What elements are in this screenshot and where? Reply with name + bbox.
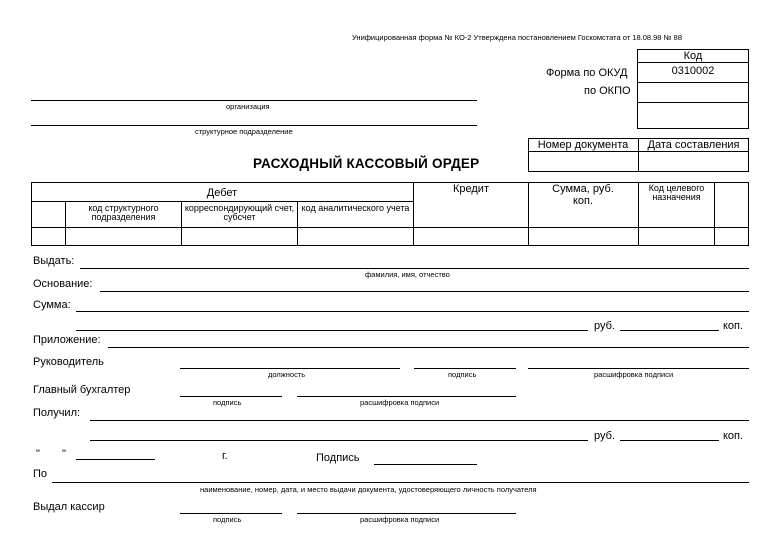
amount-line-2[interactable]	[76, 330, 588, 331]
quote-open: "	[36, 448, 40, 460]
amount-rub-label: руб.	[594, 320, 615, 332]
name-caption: фамилия, имя, отчество	[365, 270, 450, 279]
organization-caption: организация	[226, 102, 270, 111]
col-structural: код структурного подразделения	[88, 203, 159, 223]
col-analytic: код аналитического учета	[301, 203, 410, 213]
organization-line[interactable]	[31, 100, 477, 101]
cashier-signature-line[interactable]	[180, 513, 282, 514]
manager-signature-line[interactable]	[414, 368, 516, 369]
received-rub-label: руб.	[594, 430, 615, 442]
attachment-line[interactable]	[108, 347, 749, 348]
cashier-label: Выдал кассир	[33, 501, 105, 513]
manager-signature-caption: подпись	[448, 370, 477, 379]
doc-date-label: Дата составления	[647, 139, 740, 151]
received-kop-label: коп.	[723, 430, 744, 442]
by-label: По	[33, 468, 48, 480]
id-caption: наименование, номер, дата, и место выдачи документа, удостоверяющего личность получателя	[200, 485, 537, 494]
recipient-signature-line[interactable]	[374, 464, 477, 465]
basis-line[interactable]	[100, 291, 749, 292]
id-document-line[interactable]	[52, 482, 749, 483]
year-suffix: г.	[222, 450, 228, 462]
received-line-2[interactable]	[90, 440, 588, 441]
position-caption: должность	[268, 370, 306, 379]
okud-label: Форма по ОКУД	[546, 67, 628, 79]
subdivision-line[interactable]	[31, 125, 477, 126]
cashier-signature-caption: подпись	[213, 515, 242, 524]
received-label: Получил:	[33, 407, 81, 419]
col-corr: корреспондирующий счет, субсчет	[184, 203, 295, 223]
amount-label: Сумма:	[33, 299, 71, 311]
manager-position-line[interactable]	[180, 368, 400, 369]
amount-kop-line[interactable]	[620, 330, 719, 331]
month-line[interactable]	[76, 459, 155, 460]
chief-accountant-label: Главный бухгалтер	[33, 384, 131, 396]
form-note: Унифицированная форма № КО-2 Утверждена постановлением Госкомстата от 18.08.98 № 88	[352, 33, 683, 42]
manager-decoding-caption: расшифровка подписи	[594, 370, 674, 379]
amount-line-1[interactable]	[76, 311, 749, 312]
attachment-label: Приложение:	[33, 334, 101, 346]
issue-line[interactable]	[80, 268, 749, 269]
okud-value: 0310002	[671, 65, 715, 77]
received-kop-line[interactable]	[620, 440, 719, 441]
cashier-decoding-caption: расшифровка подписи	[360, 515, 440, 524]
okpo-label: по ОКПО	[584, 85, 631, 97]
debit-header: Дебет	[206, 187, 238, 199]
sum-header: Сумма, руб. коп.	[552, 183, 614, 207]
chief-signature-line[interactable]	[180, 396, 282, 397]
basis-label: Основание:	[33, 278, 93, 290]
amount-kop-label: коп.	[723, 320, 744, 332]
manager-decoding-line[interactable]	[528, 368, 749, 369]
issue-label: Выдать:	[33, 255, 75, 267]
code-header: Код	[683, 50, 703, 62]
signature-label: Подпись	[316, 452, 360, 464]
doc-number-label: Номер документа	[537, 139, 629, 151]
target-code-header: Код целевого назначения	[648, 183, 705, 203]
chief-signature-caption: подпись	[213, 398, 242, 407]
cashier-decoding-line[interactable]	[297, 513, 516, 514]
quote-close: "	[62, 448, 66, 460]
credit-header: Кредит	[452, 183, 489, 195]
subdivision-caption: структурное подразделение	[195, 127, 293, 136]
received-line-1[interactable]	[90, 420, 749, 421]
chief-decoding-caption: расшифровка подписи	[360, 398, 440, 407]
doc-title: РАСХОДНЫЙ КАССОВЫЙ ОРДЕР	[253, 156, 480, 171]
manager-label: Руководитель	[33, 356, 104, 368]
chief-decoding-line[interactable]	[297, 396, 516, 397]
